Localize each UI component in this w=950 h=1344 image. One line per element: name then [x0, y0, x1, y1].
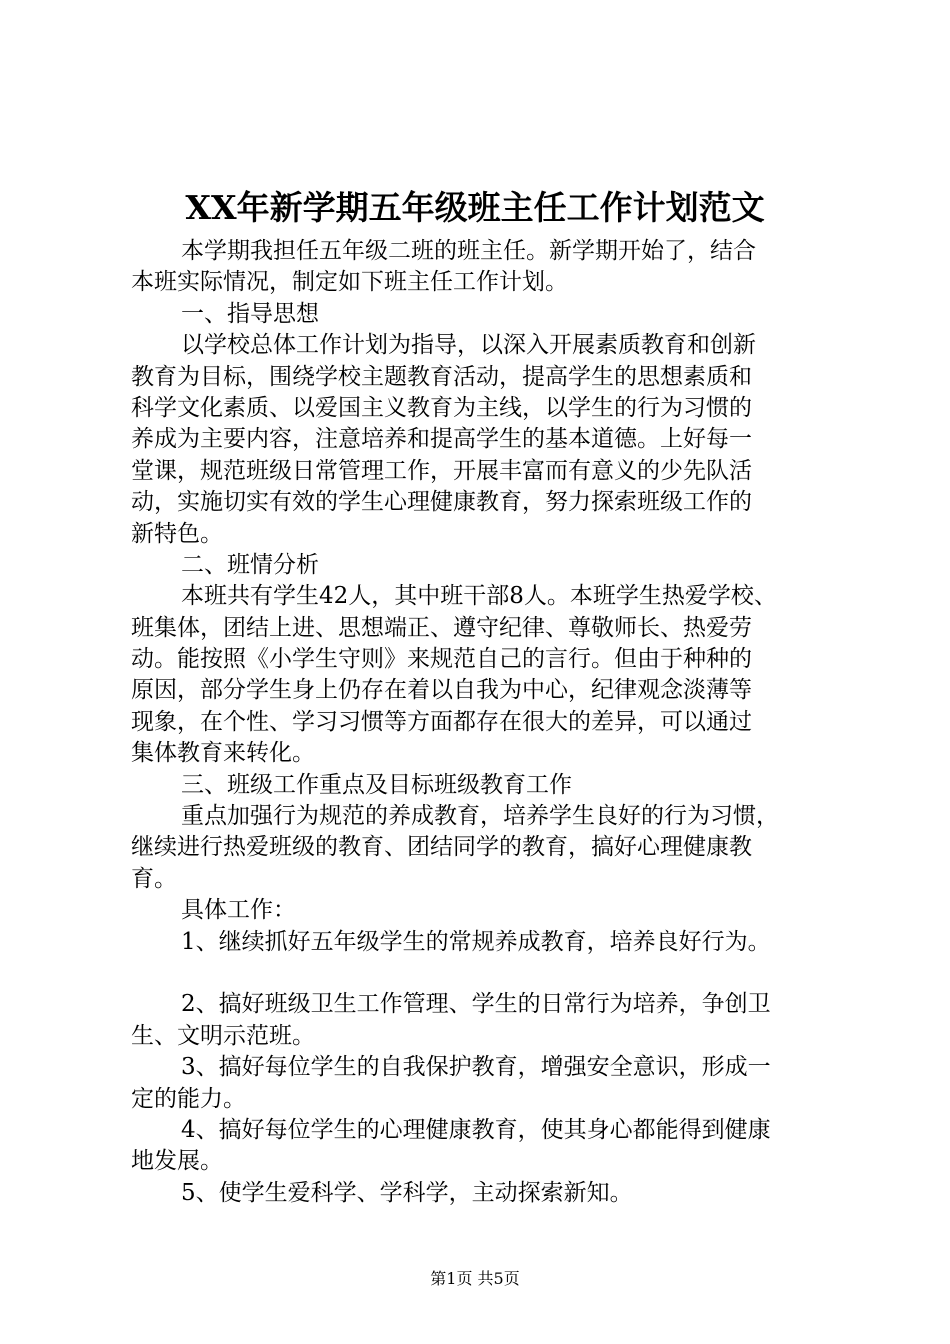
document-body — [131, 236, 831, 1209]
body-line: 4、搞好每位学生的心理健康教育，使其身心都能得到健康 — [181, 1116, 771, 1143]
body-line: 科学文化素质、以爱国主义教育为主线，以学生的行为习惯的 — [131, 394, 752, 421]
body-line — [131, 958, 831, 989]
body-line: 教育为目标，围绕学校主题教育活动，提高学生的思想素质和 — [131, 363, 752, 390]
page-footer: 第1页 共5页 — [430, 1269, 520, 1288]
body-line: 动。能按照《小学生守则》来规范自己的言行。但由于种种的 — [131, 646, 752, 673]
body-line: 生、文明示范班。 — [131, 1022, 315, 1049]
body-line: 3、搞好每位学生的自我保护教育，增强安全意识，形成一 — [181, 1054, 771, 1081]
body-line: 育。 — [131, 865, 177, 892]
body-line: 养成为主要内容，注意培养和提高学生的基本道德。上好每一 — [131, 426, 752, 453]
body-line: 新特色。 — [131, 520, 223, 547]
body-line: 继续进行热爱班级的教育、团结同学的教育，搞好心理健康教 — [131, 834, 752, 861]
body-line: 原因，部分学生身上仍存在着以自我为中心，纪律观念淡薄等 — [131, 677, 752, 704]
body-line: 定的能力。 — [131, 1085, 246, 1112]
body-line: 2、搞好班级卫生工作管理、学生的日常行为培养，争创卫 — [181, 991, 771, 1018]
body-line: 班集体，团结上进、思想端正、遵守纪律、尊敬师长、热爱劳 — [131, 614, 752, 641]
body-line: 以学校总体工作计划为指导，以深入开展素质教育和创新 — [181, 332, 756, 359]
body-line: 重点加强行为规范的养成教育，培养学生良好的行为习惯， — [181, 803, 779, 830]
body-line: 集体教育来转化。 — [131, 740, 315, 767]
body-line: 5、使学生爱科学、学科学，主动探索新知。 — [181, 1179, 633, 1206]
body-line: 堂课，规范班级日常管理工作，开展丰富而有意义的少先队活 — [131, 457, 752, 484]
body-line: 一、指导思想 — [181, 300, 319, 327]
body-line: 三、班级工作重点及目标班级教育工作 — [181, 771, 572, 798]
body-line: 本班实际情况，制定如下班主任工作计划。 — [131, 269, 568, 296]
body-line: 现象，在个性、学习习惯等方面都存在很大的差异，可以通过 — [131, 708, 752, 735]
body-line: 本学期我担任五年级二班的班主任。新学期开始了，结合 — [181, 238, 756, 264]
body-line: 具体工作： — [181, 897, 296, 924]
body-line: 二、班情分析 — [181, 551, 319, 578]
body-line: 本班共有学生42人，其中班干部8人。本班学生热爱学校、 — [181, 583, 777, 610]
body-line: 地发展。 — [131, 1148, 223, 1175]
document-title: XX年新学期五年级班主任工作计划范文 — [185, 188, 765, 227]
body-line: 1、继续抓好五年级学生的常规养成教育，培养良好行为。 — [181, 928, 771, 955]
body-line: 动，实施切实有效的学生心理健康教育，努力探索班级工作的 — [131, 489, 752, 516]
